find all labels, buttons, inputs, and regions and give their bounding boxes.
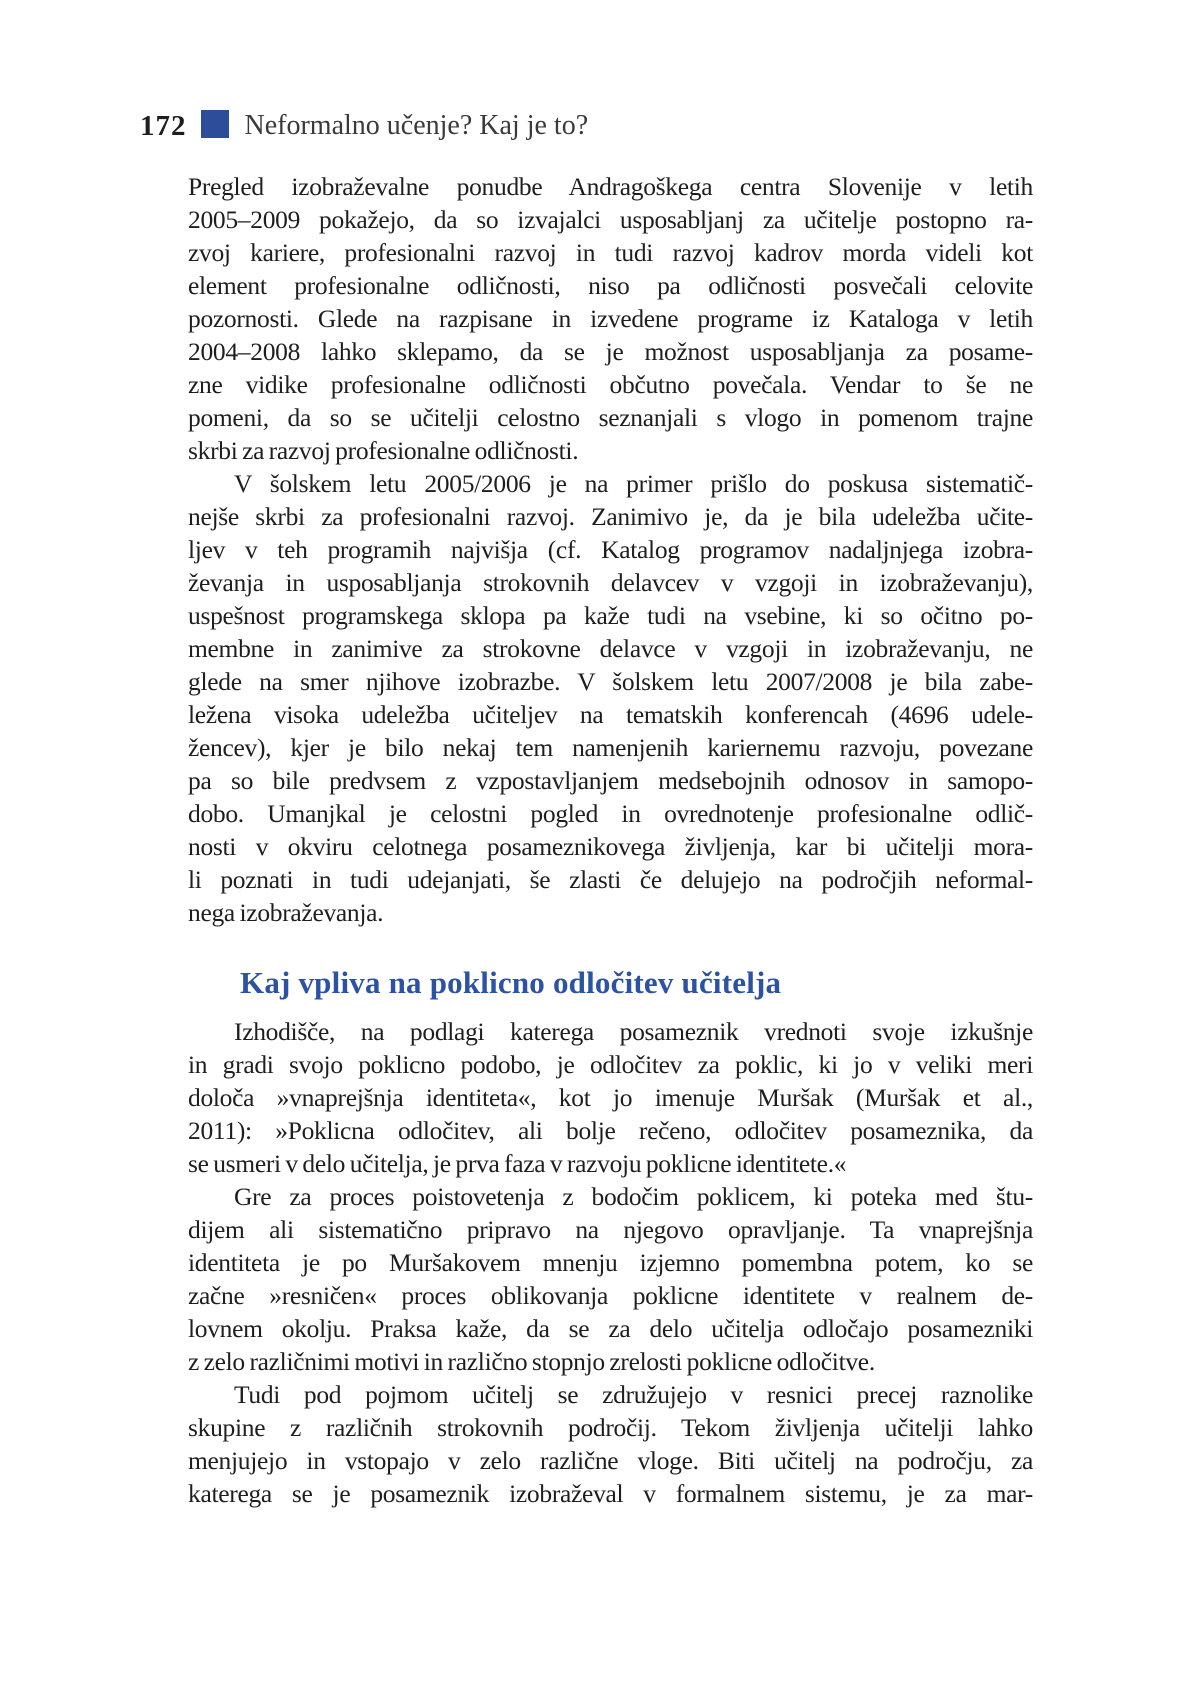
section-heading: Kaj vpliva na poklicno odločitev učitelja bbox=[240, 965, 782, 1000]
text-line: katerega se je posameznik izobraževal v formalnem sistemu, je za mar- bbox=[188, 1479, 1033, 1508]
text-line: Izhodišče, na podlagi katerega posameznik vrednoti svoje izkušnje bbox=[234, 1017, 1033, 1046]
text-line: skupine z različnih strokovnih področij. Tekom življenja učitelji lahko bbox=[188, 1413, 1033, 1442]
text-line: glede na smer njihove izobrazbe. V šolskem letu 2007/2008 je bila zabe- bbox=[188, 667, 1033, 696]
text-line: žencev), kjer je bilo nekaj tem namenjenih kariernemu razvoju, povezane bbox=[188, 733, 1033, 762]
text-line: identiteta je po Muršakovem mnenju izjemno pomembna potem, ko se bbox=[188, 1248, 1033, 1277]
text-line: pa so bile predvsem z vzpostavljanjem medsebojnih odnosov in samopo- bbox=[188, 766, 1033, 795]
text-line: Tudi pod pojmom učitelj se združujejo v resnici precej raznolike bbox=[234, 1380, 1033, 1409]
running-header bbox=[140, 110, 588, 142]
paragraph bbox=[188, 467, 1033, 929]
text-line: pozornosti. Glede na razpisane in izvedene programe iz Kataloga v letih bbox=[188, 304, 1033, 333]
text-line: se usmeri v delo učitelja, je prva faza v razvoju poklicne identitete.« bbox=[188, 1149, 847, 1178]
paragraph bbox=[188, 170, 1033, 467]
text-line: 2005–2009 pokažejo, da so izvajalci usposabljanj za učitelje postopno ra- bbox=[188, 205, 1033, 234]
text-column bbox=[188, 170, 1033, 1510]
text-line: in gradi svojo poklicno podobo, je odločitev za poklic, ki jo v veliki meri bbox=[188, 1050, 1033, 1079]
text-line: Pregled izobraževalne ponudbe Andragoškega centra Slovenije v letih bbox=[188, 172, 1033, 201]
text-line: lovnem okolju. Praksa kaže, da se za delo učitelja odločajo posamezniki bbox=[188, 1314, 1033, 1343]
text-line: ležena visoka udeležba učiteljev na tematskih konferencah (4696 udele- bbox=[188, 700, 1033, 729]
text-line: skrbi za razvoj profesionalne odličnosti. bbox=[188, 436, 579, 465]
paragraph bbox=[188, 1378, 1033, 1510]
running-title: Neformalno učenje? Kaj je to? bbox=[244, 110, 589, 141]
paragraph bbox=[188, 1015, 1033, 1180]
text-line: nejše skrbi za profesionalni razvoj. Zanimivo je, da je bila udeležba učite- bbox=[188, 502, 1033, 531]
text-line: dijem ali sistematično pripravo na njegovo opravljanje. Ta vnaprejšnja bbox=[188, 1215, 1033, 1244]
text-line: 2004–2008 lahko sklepamo, da se je možnost usposabljanja za posame- bbox=[188, 337, 1033, 366]
text-line: z zelo različnimi motivi in različno stopnjo zrelosti poklicne odločitve. bbox=[188, 1347, 875, 1376]
text-line: V šolskem letu 2005/2006 je na primer prišlo do poskusa sistematič- bbox=[234, 469, 1033, 498]
text-line: nega izobraževanja. bbox=[188, 898, 384, 927]
text-line: uspešnost programskega sklopa pa kaže tudi na vsebine, ki so očitno po- bbox=[188, 601, 1033, 630]
text-line: določa »vnaprejšnja identiteta«, kot jo imenuje Muršak (Muršak et al., bbox=[188, 1083, 1033, 1112]
header-square-ornament bbox=[201, 110, 229, 138]
text-line: ževanja in usposabljanja strokovnih delavcev v vzgoji in izobraževanju), bbox=[188, 568, 1033, 597]
text-line: dobo. Umanjkal je celostni pogled in ovrednotenje profesionalne odlič- bbox=[188, 799, 1033, 828]
text-line: element profesionalne odličnosti, niso pa odličnosti posvečali celovite bbox=[188, 271, 1033, 300]
text-line: 2011): »Poklicna odločitev, ali bolje rečeno, odločitev posameznika, da bbox=[188, 1116, 1033, 1145]
text-line: membne in zanimive za strokovne delavce v vzgoji in izobraževanju, ne bbox=[188, 634, 1033, 663]
text-line: Gre za proces poistovetenja z bodočim poklicem, ki poteka med štu- bbox=[234, 1182, 1033, 1211]
text-line: nosti v okviru celotnega posameznikovega življenja, kar bi učitelji mora- bbox=[188, 832, 1033, 861]
page-number: 172 bbox=[140, 109, 187, 142]
text-line: pomeni, da so se učitelji celostno seznanjali s vlogo in pomenom trajne bbox=[188, 403, 1033, 432]
text-line: li poznati in tudi udejanjati, še zlasti če delujejo na področjih neformal- bbox=[188, 865, 1033, 894]
text-line: menjujejo in vstopajo v zelo različne vloge. Biti učitelj na področju, za bbox=[188, 1446, 1033, 1475]
text-line: zvoj kariere, profesionalni razvoj in tudi razvoj kadrov morda videli kot bbox=[188, 238, 1033, 267]
paragraph bbox=[188, 1180, 1033, 1378]
text-line: ljev v teh programih najvišja (cf. Katalog programov nadaljnjega izobra- bbox=[188, 535, 1033, 564]
text-line: začne »resničen« proces oblikovanja poklicne identitete v realnem de- bbox=[188, 1281, 1033, 1310]
text-line: zne vidike profesionalne odličnosti občutno povečala. Vendar to še ne bbox=[188, 370, 1033, 399]
